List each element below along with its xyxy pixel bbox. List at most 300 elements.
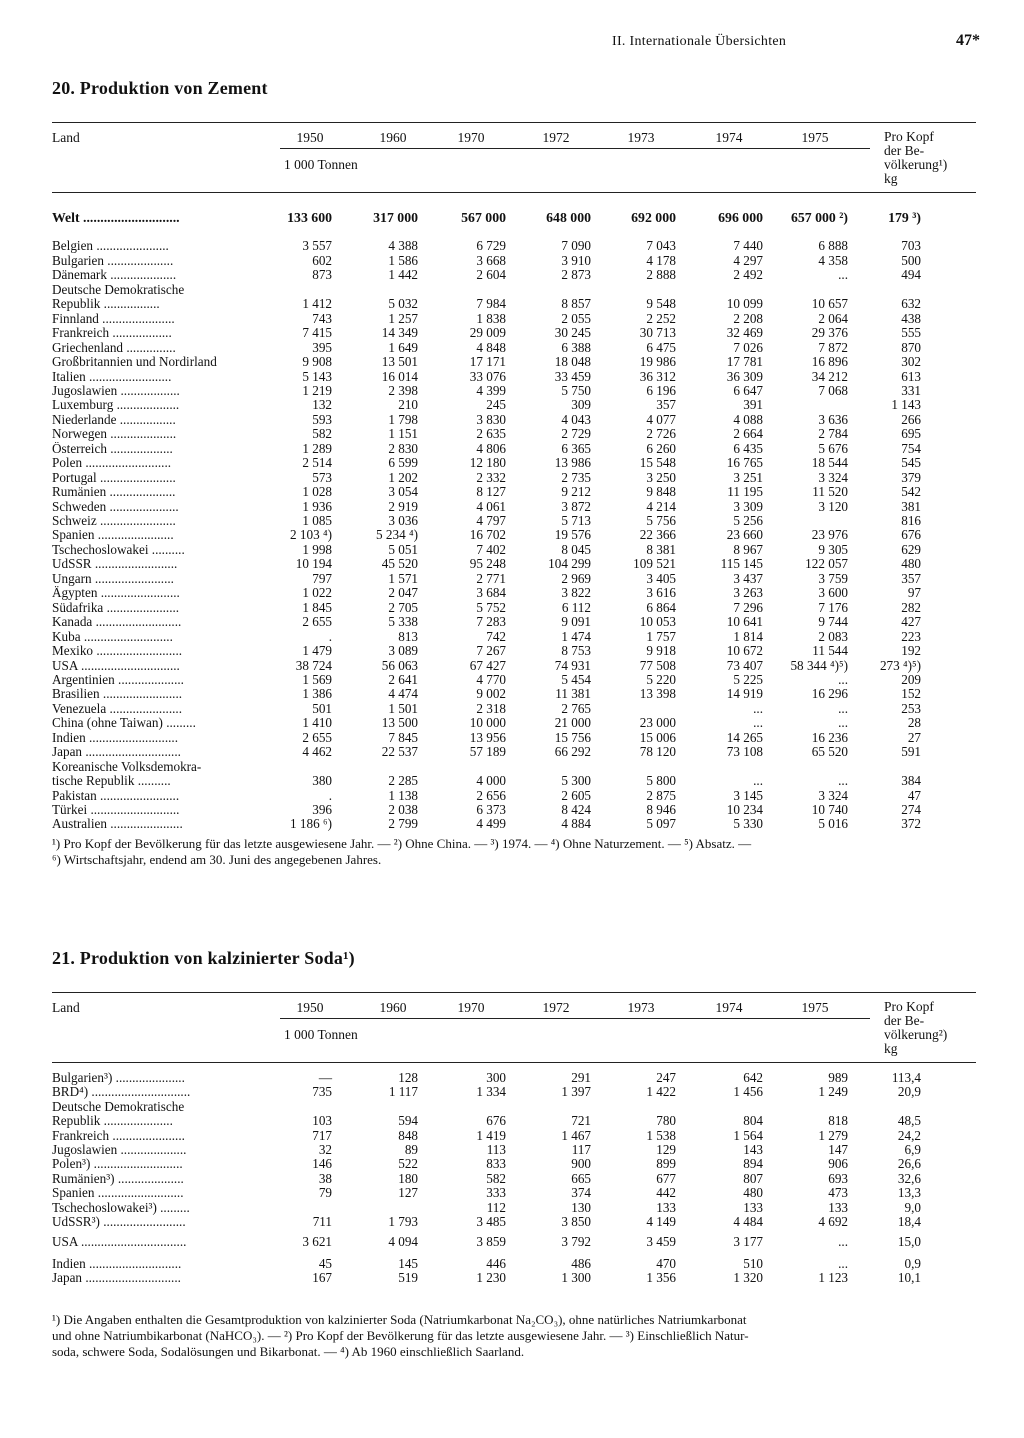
header-unit: 1 000 Tonnen: [284, 157, 358, 172]
row-value: 8 424: [561, 802, 591, 817]
row-value: 2 083: [818, 628, 848, 644]
row-value: 112: [486, 1199, 506, 1215]
row-value: 567 000: [461, 210, 506, 225]
table-row: [52, 341, 976, 355]
row-value: 7 415: [302, 325, 332, 341]
header-pro-kopf-line: kg: [884, 1041, 898, 1056]
row-value: 2 664: [733, 426, 763, 442]
row-value: 900: [571, 1156, 591, 1172]
row-value: 115 145: [720, 556, 763, 572]
row-value: 2 318: [476, 700, 506, 716]
row-value: 5 454: [561, 671, 591, 687]
row-value: 1 117: [388, 1084, 418, 1100]
row-value: 4 399: [476, 382, 506, 398]
row-value: 146: [312, 1156, 332, 1172]
table-row: [52, 1100, 976, 1114]
row-value: 6 112: [561, 599, 591, 615]
row-value: 18 544: [811, 455, 848, 471]
row-value: 4 692: [818, 1214, 848, 1229]
row-value: 2 656: [476, 787, 506, 803]
row-value: 8 946: [646, 802, 676, 817]
row-value: 676: [486, 1113, 506, 1129]
row-value: 2 969: [561, 570, 591, 586]
row-value: 480: [901, 556, 921, 572]
row-label: Argentinien ....................: [52, 672, 184, 687]
row-label: Frankreich ......................: [52, 1128, 185, 1143]
row-value: 26,6: [897, 1156, 921, 1172]
row-value: ...: [838, 700, 848, 716]
row-label: UdSSR .........................: [52, 557, 178, 572]
row-value: 10,1: [897, 1270, 921, 1286]
table-row: [52, 572, 976, 586]
row-value: 109 521: [633, 556, 676, 572]
row-value: 4 061: [476, 498, 506, 514]
footnotes: [52, 1312, 976, 1360]
header-pro-kopf-line: völkerung²): [884, 1027, 948, 1042]
header-year: 1974: [715, 1000, 743, 1015]
row-value: 10 641: [726, 614, 763, 630]
row-value: 372: [901, 816, 921, 832]
row-value: 113: [486, 1142, 506, 1157]
row-value: 38: [318, 1170, 332, 1186]
row-value: 703: [901, 238, 921, 254]
row-value: 1 151: [388, 426, 418, 442]
row-value: 442: [656, 1185, 676, 1201]
row-value: 10 053: [639, 614, 676, 630]
row-value: 1 334: [476, 1084, 506, 1100]
table-row: [52, 413, 976, 427]
row-label: Bulgarien³) .....................: [52, 1071, 185, 1085]
table-row: [52, 1172, 976, 1186]
row-value: 89: [404, 1142, 418, 1157]
row-value: 7 845: [388, 729, 418, 745]
row-value: 500: [901, 252, 921, 268]
row-value: 1 456: [733, 1084, 763, 1100]
row-value: 542: [901, 484, 921, 500]
table-row: [52, 514, 976, 528]
table-top-rule: [52, 992, 976, 993]
row-value: 3 600: [818, 585, 848, 601]
row-value: 357: [901, 570, 921, 586]
row-value: 1 202: [388, 469, 418, 485]
row-value: 3 177: [733, 1234, 763, 1250]
row-label: Kanada ..........................: [52, 615, 182, 630]
row-value: 3 250: [646, 469, 676, 485]
row-value: 3 621: [302, 1234, 332, 1250]
row-value: 2 799: [388, 816, 418, 832]
row-value: 17 781: [726, 354, 763, 370]
row-value: 33 459: [554, 368, 591, 384]
row-value: 5 143: [302, 368, 332, 384]
table-row: [52, 601, 976, 615]
row-value: 4 214: [646, 498, 676, 514]
row-value: 3 089: [388, 643, 418, 659]
header-unit: 1 000 Tonnen: [284, 1027, 358, 1042]
row-value: 642: [743, 1070, 763, 1085]
header-year: 1975: [801, 130, 829, 145]
row-value: 145: [398, 1255, 418, 1271]
row-value: 2 735: [561, 469, 591, 485]
table-row: [52, 673, 976, 687]
row-value: 253: [901, 700, 921, 716]
row-value: 29 009: [469, 325, 506, 341]
table-row: [52, 1143, 976, 1157]
header-pro-kopf-line: kg: [884, 171, 898, 186]
row-value: 4 043: [561, 411, 591, 427]
row-value: 381: [901, 498, 921, 514]
row-value: 38 724: [295, 657, 332, 673]
table-row: [52, 557, 976, 571]
row-value: 1 649: [388, 339, 418, 355]
row-value: 5 676: [818, 440, 848, 456]
row-value: 3 759: [818, 570, 848, 586]
row-value: 899: [656, 1156, 676, 1172]
row-value: 2 605: [561, 787, 591, 803]
row-value: 8 753: [561, 643, 591, 659]
row-value: 818: [828, 1113, 848, 1129]
row-value: 7 872: [818, 339, 848, 355]
row-value: 19 576: [554, 527, 591, 543]
row-value: 5 330: [733, 816, 763, 832]
row-label: Belgien ......................: [52, 239, 169, 254]
table-row: [52, 1235, 976, 1249]
table-row: [52, 1085, 976, 1099]
row-label: Japan .............................: [52, 745, 181, 760]
row-value: 13 956: [469, 729, 506, 745]
row-value: 1 538: [646, 1127, 676, 1143]
row-value: 379: [901, 469, 921, 485]
row-value: 1 410: [302, 715, 332, 731]
header-pro-kopf-line: der Be-: [884, 143, 925, 158]
row-label: Österreich ...................: [52, 441, 173, 456]
table-row: [52, 355, 976, 369]
row-value: 2 047: [388, 585, 418, 601]
row-value: 97: [907, 585, 921, 601]
table-row: [52, 528, 976, 542]
row-value: 45 520: [381, 556, 418, 572]
header-year: 1974: [715, 130, 743, 145]
row-value: 10 234: [726, 802, 763, 817]
table-row: [52, 1271, 976, 1285]
row-value: 813: [398, 628, 418, 644]
row-value: 1 474: [561, 628, 591, 644]
row-value: .: [328, 787, 332, 803]
row-value: 7 440: [733, 238, 763, 254]
table-row: [52, 716, 976, 730]
row-value: 873: [312, 267, 332, 283]
row-value: 2 655: [302, 729, 332, 745]
row-value: 510: [743, 1255, 763, 1271]
row-value: 309: [571, 397, 591, 413]
row-value: 2 103 ⁴): [290, 527, 332, 543]
row-value: 2 604: [476, 267, 506, 283]
row-label: Deutsche Demokratische: [52, 1099, 185, 1114]
table-row: [52, 442, 976, 456]
row-label: Frankreich ..................: [52, 326, 172, 341]
row-value: 473: [828, 1185, 848, 1201]
row-value: 1 022: [302, 585, 332, 601]
table-row: [52, 485, 976, 499]
row-value: 906: [828, 1156, 848, 1172]
row-value: 13 398: [639, 686, 676, 702]
row-value: 501: [312, 700, 332, 716]
footnote-line: ¹) Die Angaben enthalten die Gesamtproduktion von kalzinierter Soda (Natriumkarbonat Na₂CO₃), ohne natürliches Natriumkarbonat: [52, 1312, 747, 1327]
row-value: 266: [901, 411, 921, 427]
row-value: 6 365: [561, 440, 591, 456]
row-label: Spanien .......................: [52, 528, 174, 543]
row-value: 30 713: [639, 325, 676, 341]
table-row: [52, 254, 976, 268]
row-value: 291: [571, 1070, 591, 1085]
row-value: 4 000: [476, 773, 506, 789]
row-value: 1 501: [388, 700, 418, 716]
row-value: 4 474: [388, 686, 418, 702]
row-value: 665: [571, 1170, 591, 1186]
header-bottom-rule: [52, 192, 976, 193]
row-value: 4 770: [476, 671, 506, 687]
row-value: 1 249: [818, 1084, 848, 1100]
footnote-line: soda, schwere Soda, Sodalösungen und Bikarbonat. — ⁴) Ab 1960 einschließlich Saarland.: [52, 1344, 525, 1359]
row-value: 65 520: [811, 744, 848, 760]
row-value: 780: [656, 1113, 676, 1129]
row-value: 9 918: [646, 643, 676, 659]
row-value: 6 435: [733, 440, 763, 456]
row-label: Tschechoslowakei ..........: [52, 542, 185, 557]
row-value: 6 599: [388, 455, 418, 471]
row-value: 73 407: [726, 657, 763, 673]
row-value: 9 848: [646, 484, 676, 500]
row-value: 8 127: [476, 484, 506, 500]
row-value: 133 600: [287, 210, 332, 225]
row-label: Japan .............................: [52, 1271, 181, 1286]
row-value: 593: [312, 411, 332, 427]
row-value: 4 088: [733, 411, 763, 427]
row-value: 696 000: [718, 210, 763, 225]
row-value: 5 800: [646, 773, 676, 789]
row-value: 8 967: [733, 541, 763, 557]
row-value: 45: [318, 1255, 332, 1271]
row-value: 6 475: [646, 339, 676, 355]
row-value: 742: [486, 628, 506, 644]
row-value: 1 289: [302, 440, 332, 456]
row-value: 302: [901, 354, 921, 370]
row-value: 7 267: [476, 643, 506, 659]
footnotes: [52, 836, 976, 868]
row-value: 4 462: [302, 744, 332, 760]
row-value: 797: [312, 570, 332, 586]
row-value: 16 014: [381, 368, 418, 384]
row-value: 20,9: [897, 1084, 921, 1100]
row-value: 14 265: [726, 729, 763, 745]
row-value: 7 090: [561, 238, 591, 254]
row-value: 5 256: [733, 513, 763, 528]
row-label: Venezuela ......................: [52, 701, 183, 716]
table-row: [52, 817, 976, 831]
row-value: 3 405: [646, 570, 676, 586]
row-value: 132: [312, 397, 332, 413]
row-value: 4 884: [561, 816, 591, 832]
row-value: 9 548: [646, 296, 676, 312]
row-label: Portugal .......................: [52, 470, 176, 485]
row-value: 9 212: [561, 484, 591, 500]
row-value: —: [318, 1070, 332, 1085]
row-value: 3 309: [733, 498, 763, 514]
row-value: 13 986: [554, 455, 591, 471]
row-value: 9 908: [302, 354, 332, 370]
row-value: 804: [743, 1113, 763, 1129]
row-value: 1 386: [302, 686, 332, 702]
row-value: 486: [571, 1255, 591, 1271]
row-value: 5 756: [646, 513, 676, 528]
header-pro-kopf-line: völkerung¹): [884, 157, 948, 172]
row-value: 648 000: [546, 210, 591, 225]
row-value: 1 845: [302, 599, 332, 615]
row-value: 4 358: [818, 252, 848, 268]
header-year: 1973: [627, 130, 655, 145]
row-value: 8 045: [561, 541, 591, 557]
row-value: 2 514: [302, 455, 332, 471]
row-value: ...: [838, 1255, 848, 1271]
row-value: 274: [901, 802, 921, 817]
row-value: 34 212: [811, 368, 848, 384]
row-value: 147: [828, 1142, 848, 1157]
row-value: 8 857: [561, 296, 591, 312]
table-row: [52, 297, 976, 311]
row-label: USA ..............................: [52, 658, 180, 673]
row-value: 3 850: [561, 1214, 591, 1229]
row-value: 1 757: [646, 628, 676, 644]
row-value: 79: [318, 1185, 332, 1201]
row-value: 1 838: [476, 310, 506, 326]
row-label: Südafrika ......................: [52, 600, 180, 615]
row-value: 384: [901, 773, 921, 789]
table-row: [52, 702, 976, 716]
row-value: 5 032: [388, 296, 418, 312]
row-value: 7 176: [818, 599, 848, 615]
row-value: 22 366: [639, 527, 676, 543]
row-value: 582: [312, 426, 332, 442]
header-land: Land: [52, 1000, 80, 1015]
row-value: 1 123: [818, 1270, 848, 1286]
row-value: 3 036: [388, 513, 418, 528]
row-value: 1 138: [388, 787, 418, 803]
row-label: Rumänien ....................: [52, 485, 176, 500]
row-value: 27: [907, 729, 921, 745]
table-row: [52, 312, 976, 326]
table-row: [52, 427, 976, 441]
table-row: [52, 1129, 976, 1143]
row-label: Türkei ...........................: [52, 803, 180, 817]
row-value: 4 499: [476, 816, 506, 832]
table-row: [52, 384, 976, 398]
row-value: 22 537: [381, 744, 418, 760]
row-value: 5 713: [561, 513, 591, 528]
table-row: [52, 211, 976, 225]
row-value: 23 660: [726, 527, 763, 543]
row-value: 1 564: [733, 1127, 763, 1143]
row-label: Italien .........................: [52, 369, 172, 384]
row-value: 632: [901, 296, 921, 312]
row-value: 2 784: [818, 426, 848, 442]
row-value: 9,0: [904, 1199, 921, 1215]
footnote-line: ⁶) Wirtschaftsjahr, endend am 30. Juni des angegebenen Jahres.: [52, 852, 382, 867]
row-value: 545: [901, 455, 921, 471]
row-value: 395: [312, 339, 332, 355]
row-value: 3 822: [561, 585, 591, 601]
row-value: 2 492: [733, 267, 763, 283]
row-value: 3 668: [476, 252, 506, 268]
row-value: 32 469: [726, 325, 763, 341]
table-row: [52, 789, 976, 803]
row-value: .: [328, 628, 332, 644]
row-value: 33 076: [469, 368, 506, 384]
row-label: Dänemark ....................: [52, 268, 177, 283]
row-label: Indien ...........................: [52, 730, 179, 745]
row-value: 130: [571, 1199, 591, 1215]
row-value: 2 873: [561, 267, 591, 283]
table-row: [52, 398, 976, 412]
row-value: 870: [901, 339, 921, 355]
row-value: 1 219: [302, 382, 332, 398]
row-value: 594: [398, 1113, 418, 1129]
row-value: 555: [901, 325, 921, 341]
row-value: 591: [901, 744, 921, 760]
row-value: 5 097: [646, 816, 676, 832]
row-value: 816: [901, 513, 921, 528]
header-unit-rule: [280, 148, 870, 149]
row-value: 480: [743, 1185, 763, 1201]
row-value: 78 120: [639, 744, 676, 760]
row-value: 331: [901, 382, 921, 398]
table-row: [52, 500, 976, 514]
row-value: 6,9: [904, 1142, 921, 1157]
row-value: 1 230: [476, 1270, 506, 1286]
row-value: 4 484: [733, 1214, 763, 1229]
row-value: 245: [486, 397, 506, 413]
row-value: 66 292: [554, 744, 591, 760]
row-value: 28: [907, 715, 921, 731]
row-value: 5 750: [561, 382, 591, 398]
table-row: [52, 239, 976, 253]
row-value: ...: [753, 700, 763, 716]
header-unit-rule: [280, 1018, 870, 1019]
table-row: [52, 803, 976, 817]
row-value: 7 402: [476, 541, 506, 557]
table-row: [52, 1215, 976, 1229]
row-label: Republik .....................: [52, 1114, 173, 1129]
row-value: 2 055: [561, 310, 591, 326]
row-value: 717: [312, 1127, 332, 1143]
row-value: 2 252: [646, 310, 676, 326]
row-value: 282: [901, 599, 921, 615]
row-label: tische Republik ..........: [52, 774, 171, 789]
table-row: [52, 731, 976, 745]
row-value: 3 324: [818, 787, 848, 803]
row-value: 15 548: [639, 455, 676, 471]
row-value: 6 373: [476, 802, 506, 817]
header-year: 1970: [457, 130, 485, 145]
table-row: [52, 1071, 976, 1085]
row-label: Tschechoslowakei³) .........: [52, 1200, 190, 1215]
row-value: 2 726: [646, 426, 676, 442]
row-value: 47: [907, 787, 921, 803]
table-row: [52, 1157, 976, 1171]
row-value: 6 388: [561, 339, 591, 355]
row-value: 446: [486, 1255, 506, 1271]
row-value: 2 830: [388, 440, 418, 456]
row-value: 396: [312, 802, 332, 817]
row-value: 7 068: [818, 382, 848, 398]
